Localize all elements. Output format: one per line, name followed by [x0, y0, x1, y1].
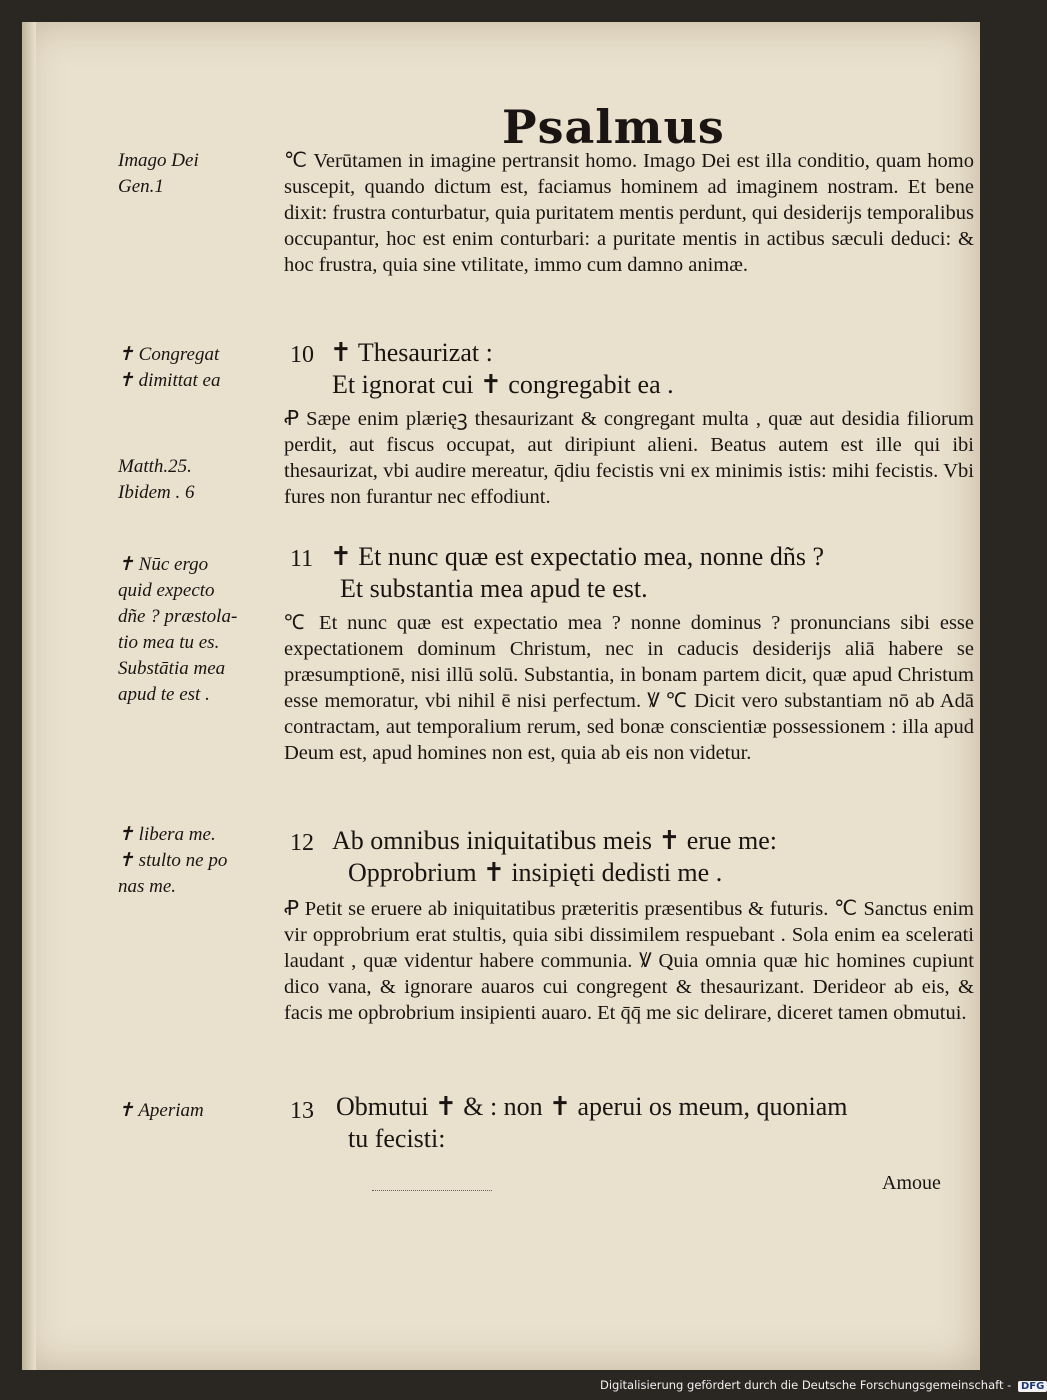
- margin-note: ✝ Congregat ✝ dimittat ea: [118, 344, 221, 391]
- running-head: Psalmus: [502, 100, 725, 154]
- dfg-logo: DFG: [1018, 1381, 1047, 1392]
- margin-note: ✝ Nūc ergo quid expecto dñe ? præstola- tio mea tu es. Substātia mea apud te est .: [118, 554, 238, 705]
- verse-number: 10: [290, 342, 314, 368]
- catchword: Amoue: [882, 1172, 941, 1194]
- commentary-paragraph: ℃ Verūtamen in imagine pertransit homo. Imago Dei est illa conditio, quam homo suscepit, quando dictum est, faciamus hominem ad imaginem nostram. Et bene dixit: frustra conturbatur, quia puritatem mentis perdunt, qui desiderijs temporalibus occupantur, hoc est enim conturbari: a puritate mentis in actibus sæculi deduci: & hoc frustra, quia sine vtilitate, immo cum damno animæ.: [284, 150, 974, 276]
- margin-note: ✝ libera me. ✝ stulto ne po nas me.: [118, 824, 228, 897]
- verse-line: Opprobrium ✝ insipięti dedisti me .: [348, 858, 723, 887]
- margin-note: ✝ Aperiam: [118, 1100, 204, 1121]
- verse-number: 11: [290, 546, 314, 572]
- digitization-credit: [600, 1378, 1045, 1392]
- verse-line: ✝ Thesaurizat :: [330, 338, 493, 367]
- book-page: [22, 22, 980, 1370]
- verse-line: Et ignorat cui ✝ congregabit ea .: [332, 370, 674, 399]
- verse-number: 12: [290, 830, 314, 856]
- verse-line: Obmutui ✝ & : non ✝ aperui os meum, quoniam: [336, 1092, 848, 1121]
- margin-note: Imago Dei Gen.1: [118, 150, 199, 197]
- commentary-paragraph: ℃ Et nunc quæ est expectatio mea ? nonne dominus ? pronuncians sibi esse expectationem dominum Christum, nec in caducis desiderijs aliā habere se præsumptionē, nisi illū solū. Substantia, in bonam partem dicit, quæ apud Christum esse memoratur, vbi nihil ē nisi perfectum. Ꝟ ℃ Dicit vero substantiam nō ab Adā contractam, aut temporalium rerum, sed bonæ conscientiæ possessionem : illa apud Deum est, apud homines non est, quia ab eis non videtur.: [284, 612, 974, 764]
- margin-note: Matth.25. Ibidem . 6: [118, 456, 195, 503]
- commentary-paragraph: Ꝓ Petit se eruere ab iniquitatibus præteritis præsentibus & futuris. ℃ Sanctus enim vir opprobrium erat stultis, quia sibi dissimilem respuebant . Sola enim ea scelerati laudant , quæ videntur habere communia. Ꝟ Quia omnia quæ hic homines cupiunt dico vana, & ignorare auaros cui congregent & thesaurizant. Derideor ab eis, & facis me opbrobrium insipienti auaro. Et q̄q̄ me sic delirare, diceret tamen obmutui.: [284, 898, 974, 1024]
- verse-line: Ab omnibus iniquitatibus meis ✝ erue me:: [332, 826, 777, 855]
- verse-number: 13: [290, 1098, 314, 1124]
- credit-text: Digitalisierung gefördert durch die Deutsche Forschungsgemeinschaft -: [600, 1378, 1012, 1392]
- verse-line: ✝ Et nunc quæ est expectatio mea, nonne dñs ?: [330, 542, 824, 571]
- verse-line: Et substantia mea apud te est.: [340, 574, 648, 603]
- divider: [372, 1190, 492, 1191]
- verse-line: tu fecisti:: [348, 1124, 446, 1153]
- commentary-paragraph: Ꝓ Sæpe enim plærięꝫ thesaurizant & congregant multa , quæ aut desidia filiorum perdit, aut fiscus occupat, aut diripiunt alieni. Beatus autem est ille qui ibi thesaurizat, vbi audire mereatur, q̄diu fecistis vni ex minimis istis: mihi fecistis. Vbi fures non furantur nec effodiunt.: [284, 408, 974, 508]
